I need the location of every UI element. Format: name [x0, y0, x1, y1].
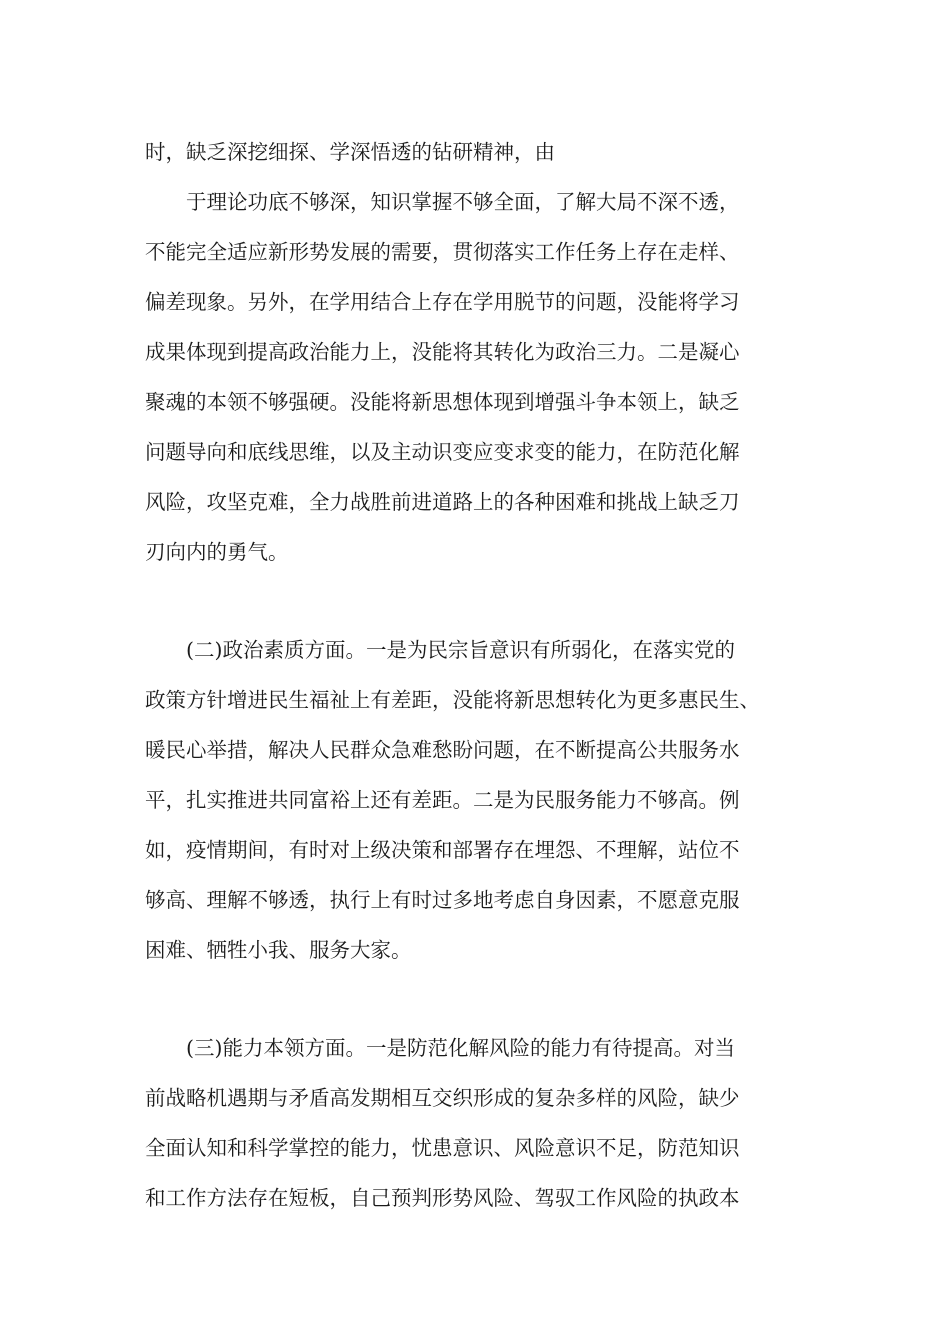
text-line: 暖民心举措，解决人民群众急难愁盼问题，在不断提高公共服务水	[145, 738, 740, 762]
text-line: 政策方针增进民生福祉上有差距，没能将新思想转化为更多惠民生、	[145, 688, 760, 712]
text-line: 平，扎实推进共同富裕上还有差距。二是为民服务能力不够高。例	[145, 788, 740, 812]
section-heading-line: (三)能力本领方面。一是防范化解风险的能力有待提高。对当	[186, 1036, 735, 1060]
text-line: 如，疫情期间，有时对上级决策和部署存在埋怨、不理解，站位不	[145, 838, 740, 862]
paragraph-start-line: 于理论功底不够深，知识掌握不够全面，了解大局不深不透，	[186, 190, 740, 214]
section-heading-line: (二)政治素质方面。一是为民宗旨意识有所弱化，在落实党的	[186, 638, 735, 662]
text-line: 不能完全适应新形势发展的需要，贯彻落实工作任务上存在走样、	[145, 240, 740, 264]
text-line: 风险，攻坚克难，全力战胜前进道路上的各种困难和挑战上缺乏刀	[145, 490, 740, 514]
text-line: 和工作方法存在短板，自己预判形势风险、驾驭工作风险的执政本	[145, 1186, 740, 1210]
text-line: 前战略机遇期与矛盾高发期相互交织形成的复杂多样的风险，缺少	[145, 1086, 740, 1110]
text-line: 刃向内的勇气。	[145, 540, 289, 564]
text-line: 全面认知和科学掌控的能力，忧患意识、风险意识不足，防范知识	[145, 1136, 740, 1160]
text-line: 聚魂的本领不够强硬。没能将新思想体现到增强斗争本领上，缺乏	[145, 390, 740, 414]
text-line: 困难、牺牲小我、服务大家。	[145, 938, 412, 962]
text-line: 问题导向和底线思维，以及主动识变应变求变的能力，在防范化解	[145, 440, 740, 464]
text-line: 偏差现象。另外，在学用结合上存在学用脱节的问题，没能将学习	[145, 290, 740, 314]
text-line: 成果体现到提高政治能力上，没能将其转化为政治三力。二是凝心	[145, 340, 740, 364]
text-line: 够高、理解不够透，执行上有时过多地考虑自身因素，不愿意克服	[145, 888, 740, 912]
text-line: 时，缺乏深挖细探、学深悟透的钻研精神，由	[145, 140, 555, 164]
